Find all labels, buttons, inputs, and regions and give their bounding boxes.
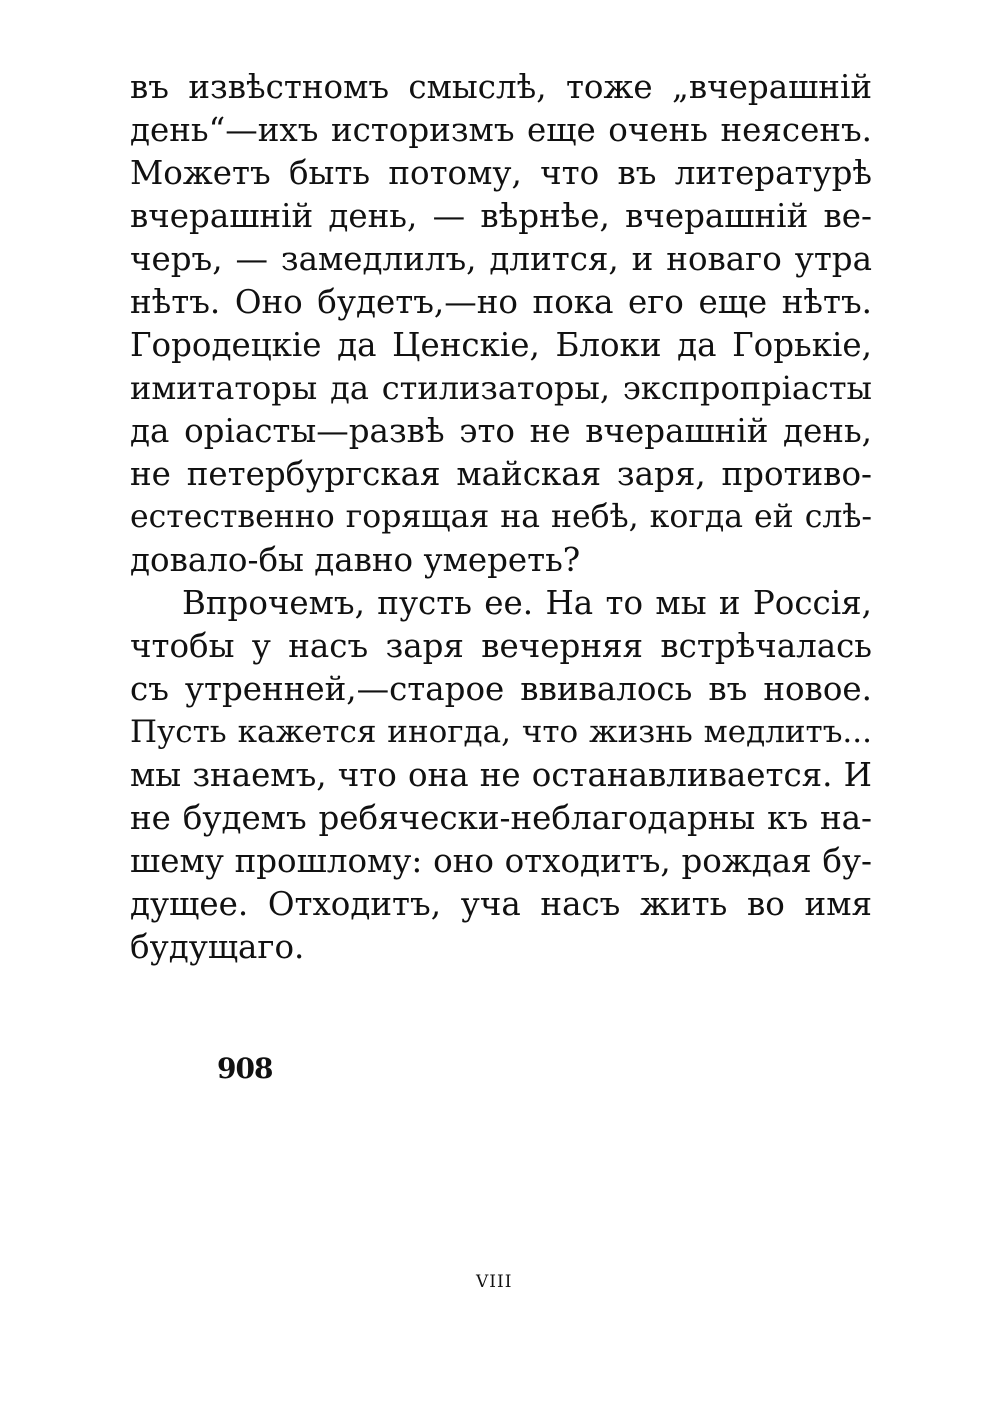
paragraph-1	[130, 66, 872, 582]
text-line: вчерашній день, — вѣрнѣе, вчерашній ве-	[130, 197, 872, 235]
text-line: съ утренней,—старое ввивалось въ новое.	[130, 670, 872, 708]
text-line: чтобы у насъ заря вечерняя встрѣчалась	[130, 627, 872, 665]
signature-mark: VIII	[476, 1272, 513, 1292]
text-line: черъ, — замедлилъ, длится, и новаго утра	[130, 240, 872, 278]
text-line: мы знаемъ, что она не останавливается. И	[130, 756, 872, 794]
text-line: Можетъ быть потому, что въ литературѣ	[130, 154, 872, 192]
text-line: день“—ихъ историзмъ еще очень неясенъ.	[130, 111, 872, 149]
text-line: въ извѣстномъ смыслѣ, тоже „вчерашній	[130, 68, 872, 106]
text-line: не петербургская майская заря, противо-	[130, 455, 872, 493]
text-line: естественно горящая на небѣ, когда ей слѣ-	[130, 499, 872, 535]
text-line: довало-бы давно умереть?	[130, 541, 581, 579]
text-line: не будемъ ребячески-неблагодарны къ на-	[130, 799, 872, 837]
text-line: да оріасты—развѣ это не вчерашній день,	[130, 412, 872, 450]
text-line: Впрочемъ, пусть ее. На то мы и Россія,	[182, 584, 872, 622]
paragraph-2	[130, 582, 872, 969]
text-line: нѣтъ. Оно будетъ,—но пока его еще нѣтъ.	[130, 283, 872, 321]
text-line: Городецкіе да Ценскіе, Блоки да Горькіе,	[130, 326, 872, 364]
text-line: имитаторы да стилизаторы, экспропріасты	[130, 369, 872, 407]
body-text	[130, 66, 872, 969]
text-line: дущее. Отходитъ, уча насъ жить во имя	[130, 885, 872, 923]
text-line: Пусть кажется иногда, что жизнь медлитъ...	[130, 714, 872, 750]
text-line: шему прошлому: оно отходитъ, рождая бу-	[130, 842, 872, 880]
text-line: будущаго.	[130, 928, 305, 966]
page-number: 908	[217, 1052, 273, 1085]
